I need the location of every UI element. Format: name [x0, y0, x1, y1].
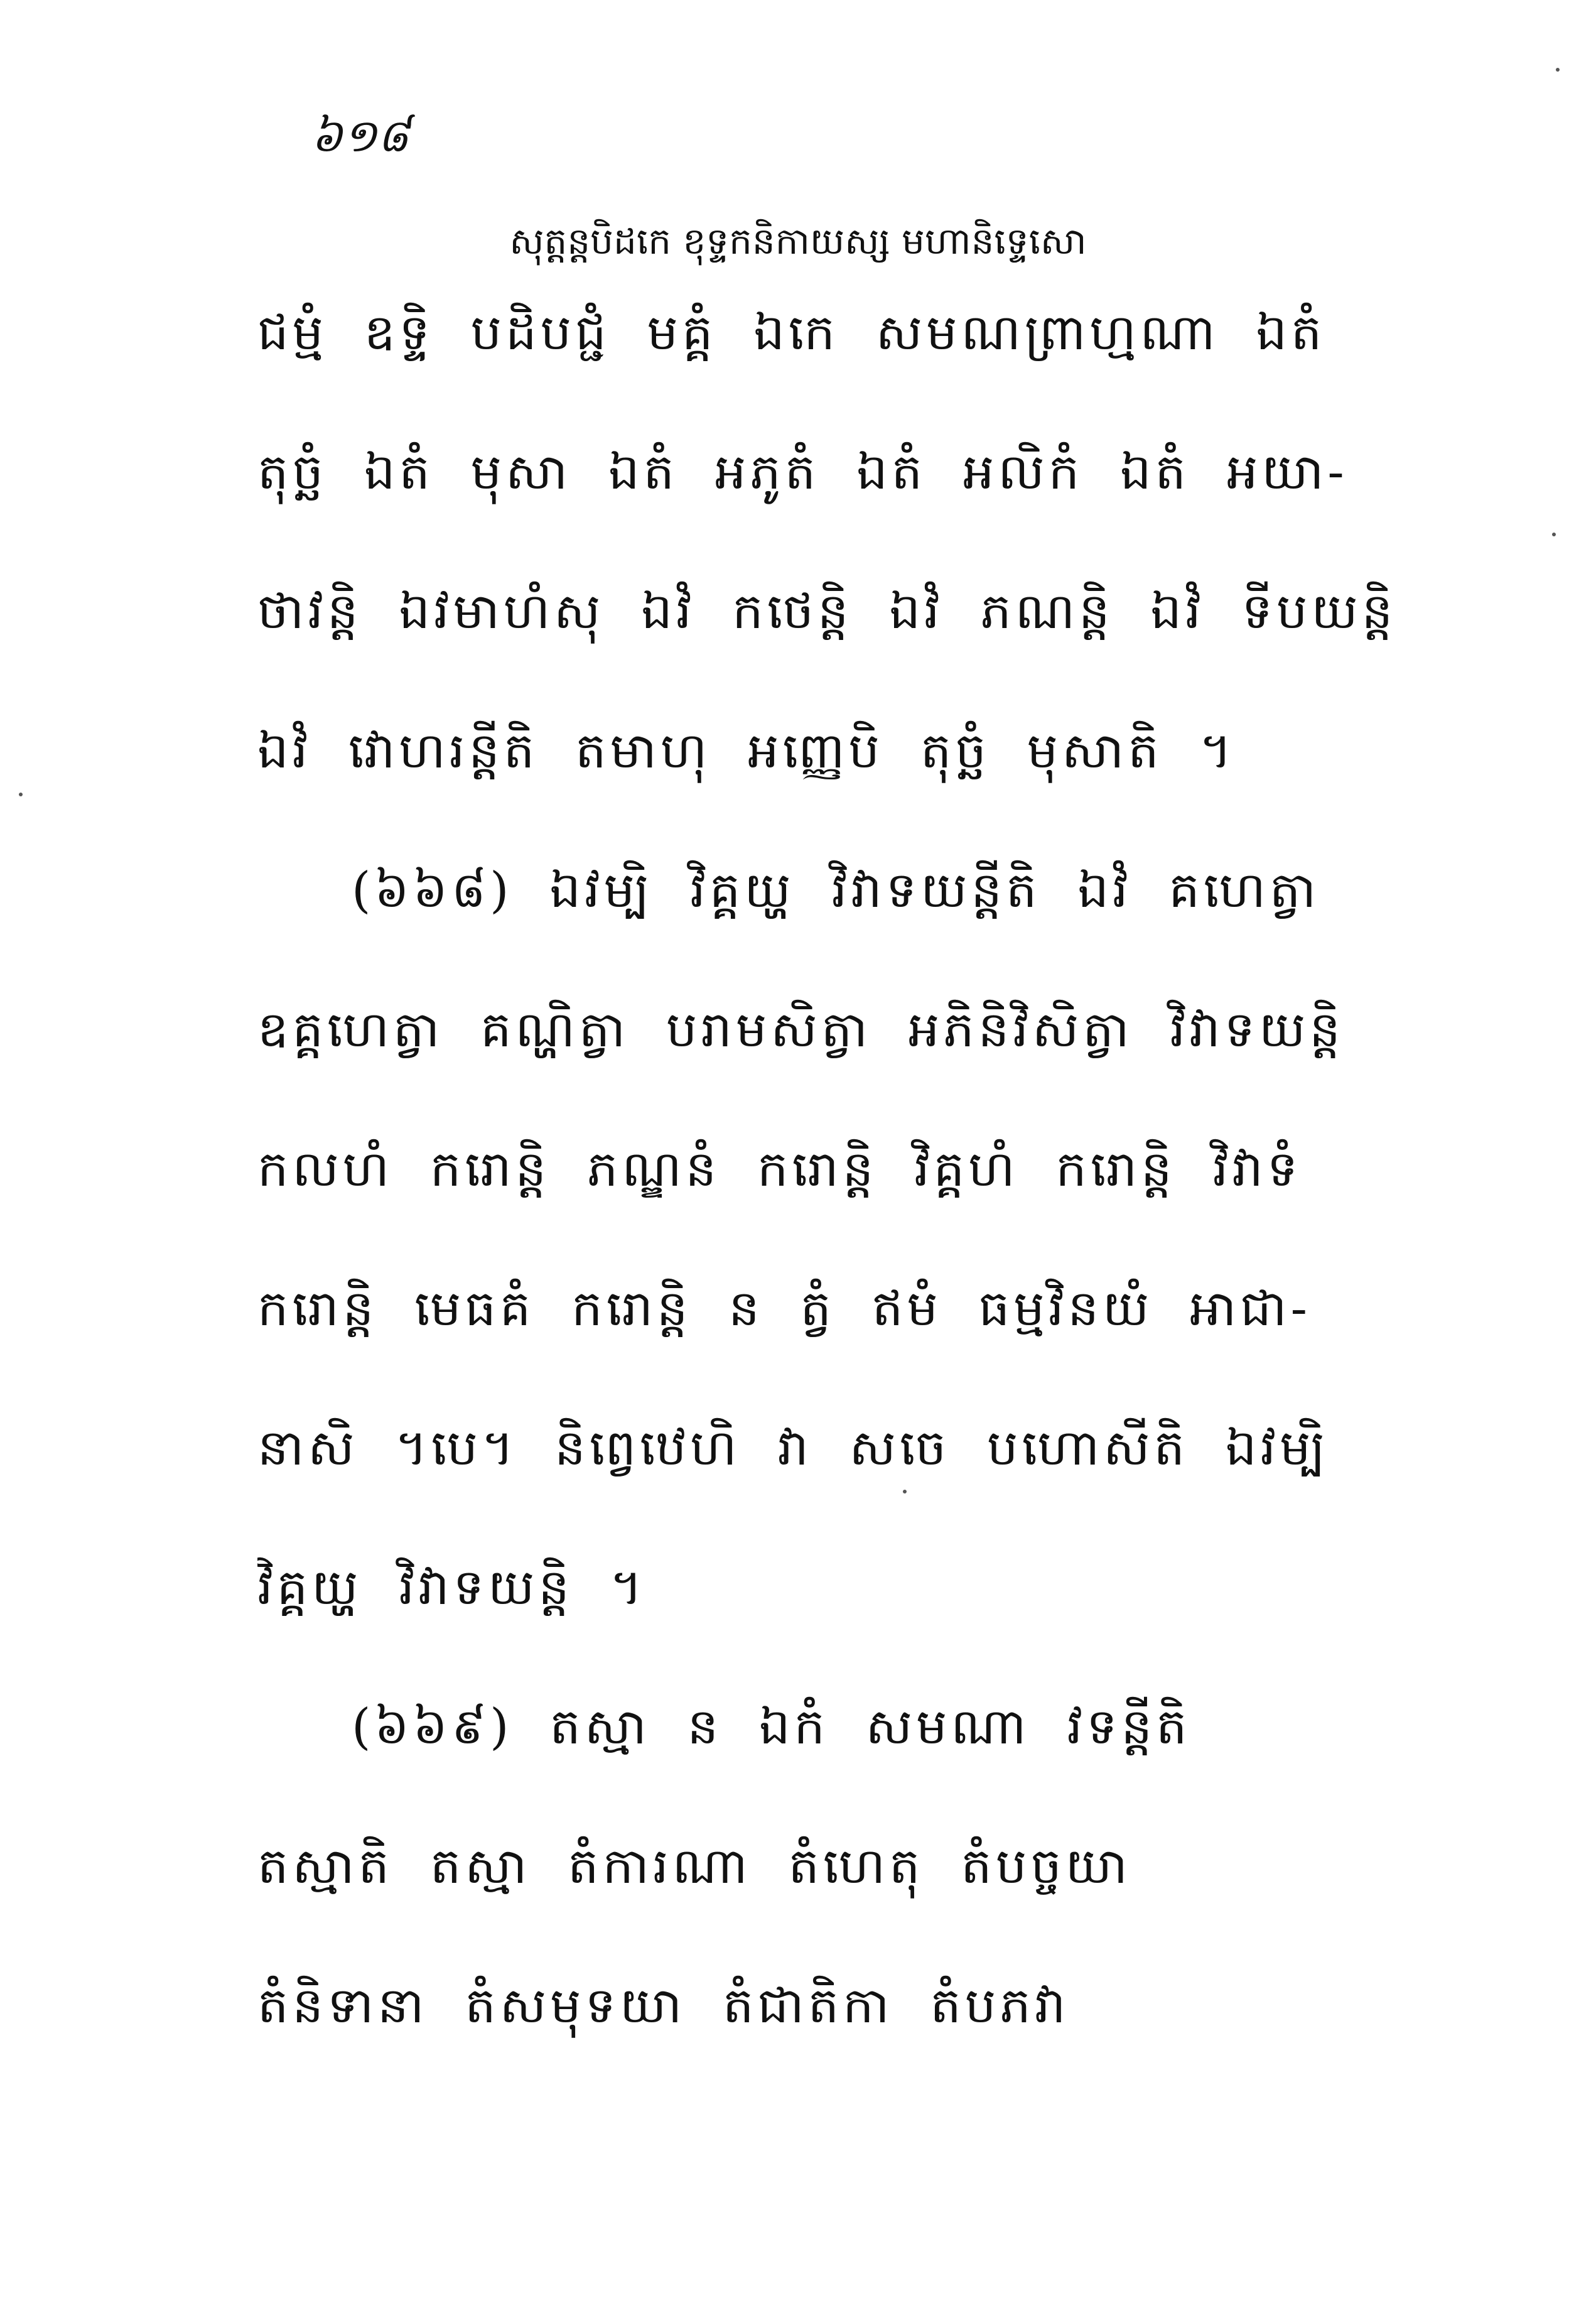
- text-line: ថាវន្តិ ឯវមាហំសុ ឯវំ កថេន្តិ ឯវំ ភណន្តិ ឯវំ ទីបយន្តិ: [257, 583, 1397, 640]
- body-text: [257, 295, 1400, 2108]
- text-line: កលហំ ករោន្តិ ភណ្ឌនំ ករោន្តិ វិគ្គហំ ករោន្តិ វិវាទំ: [257, 1141, 1302, 1198]
- text-line: ករោន្តិ មេធគំ ករោន្តិ ន ត្វំ ឥមំ ធម្មវិនយំ អាជា-: [257, 1281, 1311, 1337]
- text-line: ជម្មំ ឧទ្ទិ បដិបជ្ជំ មគ្គំ ឯកេ សមណព្រាហ្មណា ឯតំ: [257, 305, 1326, 361]
- scan-speck: [19, 793, 23, 796]
- scan-speck: [1552, 533, 1556, 536]
- running-header: សុត្តន្តបិដកេ ខុទ្ទកនិកាយស្ស មហានិទ្ទេសោ: [509, 220, 1087, 263]
- text-line: តស្មាតិ តស្មា តំការណា តំហេតុ តំបច្ចយា: [257, 1838, 1131, 1895]
- scan-speck: [903, 1490, 907, 1493]
- text-line: វិគ្គយ្ហ វិវាទយន្តិ ។: [257, 1559, 647, 1616]
- text-line: ឯវំ វោហរន្តីតិ តមាហុ អញ្ញេបិ តុច្ឆំ មុសាតិ ។: [257, 723, 1236, 779]
- page-number: ៦១៨: [311, 109, 409, 162]
- text-line: (៦៦៨) ឯវម្បិ វិគ្គយ្ហ វិវាទយន្តីតិ ឯវំ គហេត្វា: [352, 862, 1320, 919]
- text-line: (៦៦៩) តស្មា ន ឯកំ សមណា វទន្តីតិ: [352, 1699, 1191, 1755]
- text-line: ឧគ្គហេត្វា គណ្ហិត្វា បរាមសិត្វា អភិនិវិសិត្វា វិវាទយន្តិ: [257, 1002, 1344, 1058]
- text-line: នាសិ ។បេ។ និព្វេឋេហិ វា សចេ បហោសីតិ ឯវម្បិ: [257, 1420, 1329, 1477]
- text-line: តំនិទានា តំសមុទយា តំជាតិកា តំបភវា: [257, 1978, 1070, 2034]
- scan-speck: [1556, 68, 1560, 72]
- text-line: តុច្ឆំ ឯតំ មុសា ឯតំ អភូតំ ឯតំ អលិកំ ឯតំ អយា-: [257, 444, 1348, 501]
